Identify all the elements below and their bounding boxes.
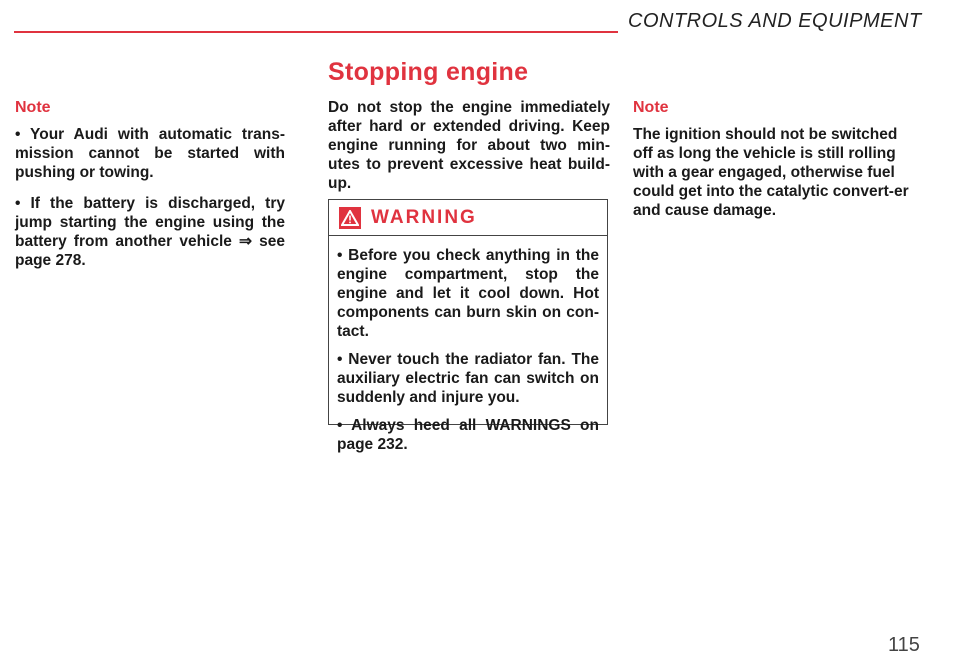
left-column <box>15 98 285 282</box>
warning-title: WARNING <box>371 206 477 228</box>
warning-body <box>329 236 607 454</box>
warning-item: • Never touch the radiator fan. The auxiliary electric fan can switch on suddenly and injure you. <box>337 351 599 406</box>
note-title: Note <box>15 99 51 116</box>
warning-item: • Always heed all WARNINGS on page 232. <box>337 417 599 453</box>
running-head: CONTROLS AND EQUIPMENT <box>628 10 922 32</box>
section-title: Stopping engine <box>328 58 529 86</box>
header-rule <box>14 31 618 33</box>
note-item: • If the battery is discharged, try jump starting the engine using the battery from another vehicle ⇒ see page 278. <box>15 195 285 269</box>
note-text: The ignition should not be switched off as long the vehicle is still rolling with a gear engaged, otherwise fuel could get into the catalytic convert-er and cause damage. <box>633 126 909 219</box>
note-title: Note <box>633 99 669 116</box>
note-item: • Your Audi with automatic trans-mission cannot be started with pushing or towing. <box>15 126 285 181</box>
intro-paragraph: Do not stop the engine immediately after hard or extended driving. Keep engine running for about two min-utes to prevent excessive heat build-up. <box>328 99 610 192</box>
page-number: 115 <box>888 634 920 656</box>
right-column <box>633 98 913 232</box>
middle-column <box>328 98 610 205</box>
warning-triangle-icon <box>339 207 361 229</box>
warning-box <box>328 199 608 453</box>
warning-header <box>329 200 607 236</box>
warning-item: • Before you check anything in the engine compartment, stop the engine and let it cool down. Hot components can burn skin on con-tact. <box>337 247 599 340</box>
